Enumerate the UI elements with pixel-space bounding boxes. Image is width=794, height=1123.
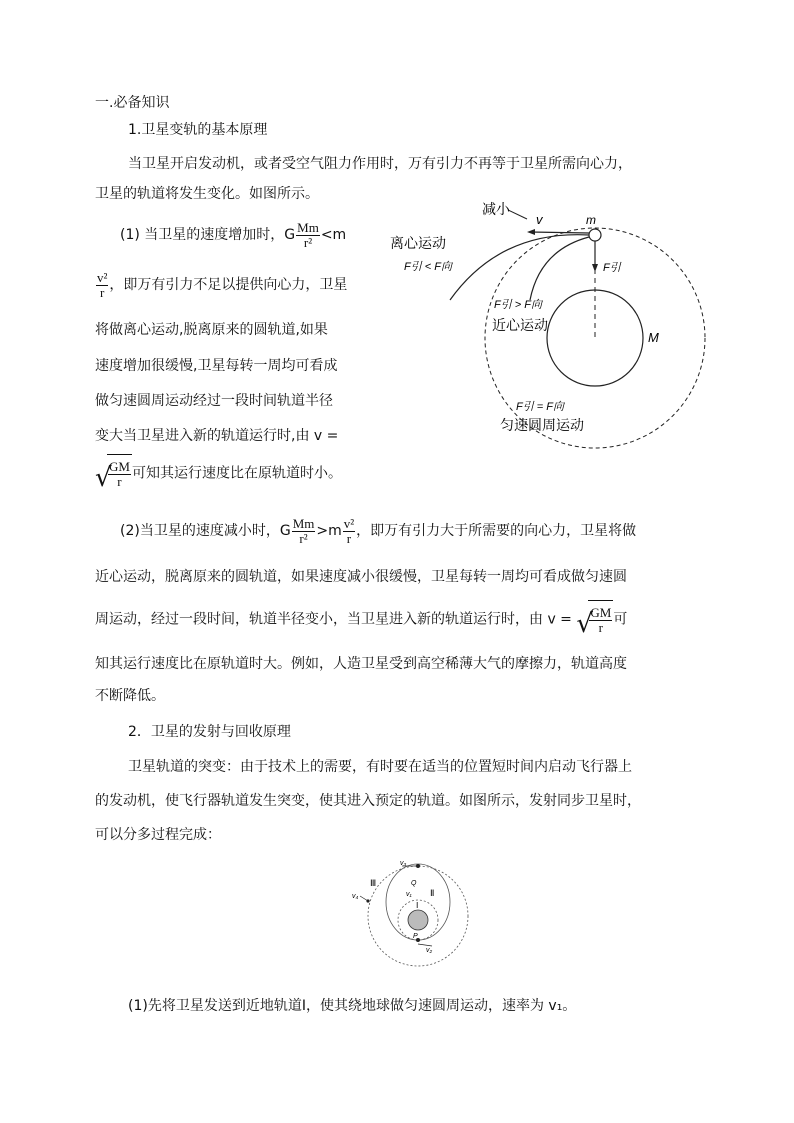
f-gt-label: F引 > F向 [494, 299, 542, 311]
uniform-motion-label: 匀速圆周运动 [500, 417, 584, 433]
v4-label: v₄ [352, 893, 359, 900]
reduce-label: 减小 [482, 201, 510, 217]
p1-line-2 [95, 270, 347, 300]
p2-frac-den: r² [299, 530, 308, 546]
intro-line-2: 卫星的轨道将发生变化。如图所示。 [95, 186, 319, 202]
p1-frac-num: Mm [297, 219, 319, 235]
p1-sqrt-num: GM [109, 458, 130, 474]
p1-sqrt-den: r [117, 473, 122, 489]
velocity-label: v [536, 212, 543, 227]
p1-lt-m: <m [320, 227, 347, 243]
p1-fraction [296, 221, 320, 250]
p2-line3-suffix: 可 [613, 611, 628, 628]
orbit-I-label: Ⅰ [416, 901, 419, 910]
p3-line-3: 可以分多过程完成： [95, 827, 221, 843]
earth-mass-label: M [648, 330, 659, 345]
p2-line3-prefix: 周运动，经过一段时间，轨道半径变小，当卫星进入新的轨道运行时，由 v = [95, 611, 572, 628]
p2-g: G [279, 523, 291, 539]
f-lt-label: F引 < F向 [404, 261, 452, 273]
orbit-change-figure [390, 190, 720, 450]
p1-line-5: 做匀速圆周运动经过一段时间轨道半径 [95, 393, 333, 409]
p2-sqrt [576, 600, 613, 639]
p2-suffix: ，即万有引力大于所需要的向心力，卫星将做 [356, 523, 637, 539]
subheading-2: 2．卫星的发射与回收原理 [128, 724, 291, 740]
orbit-III-label: Ⅲ [370, 878, 377, 888]
p1-prefix: (1) 当卫星的速度增加时， [120, 227, 285, 243]
p2-fraction [292, 517, 316, 546]
satellite-mass-label: m [586, 213, 596, 227]
subheading-1: 1.卫星变轨的基本原理 [128, 122, 268, 138]
p1-line-7 [95, 454, 342, 493]
v1-label: v₁ [406, 891, 412, 898]
earth-icon [408, 910, 428, 930]
satellite-dot [589, 229, 601, 241]
p1-g: G [284, 227, 296, 243]
p2-sqrt-num: GM [590, 604, 612, 620]
Q-label: Q [411, 880, 417, 887]
sqrt-sign-icon: √ [576, 609, 593, 639]
p2-v2-fraction [343, 517, 355, 546]
p2-prefix: (2)当卫星的速度减小时， [120, 523, 280, 539]
p1-v2-num: v² [97, 269, 108, 285]
p1-line-1 [120, 220, 346, 250]
sqrt-sign-icon: √ [95, 463, 112, 493]
v2-arrow [418, 944, 432, 946]
p1-line-3: 将做离心运动,脱离原来的圆轨道,如果 [95, 322, 328, 338]
velocity-arrow [530, 232, 589, 233]
p2-v2-den: r [346, 530, 352, 546]
p1-line2-text: ，即万有引力不足以提供向心力，卫星 [109, 277, 348, 293]
p2-line-1 [120, 515, 636, 547]
p1-line7-text: 可知其运行速度比在原轨道时小。 [131, 465, 342, 482]
intro-line-1: 当卫星开启发动机，或者受空气阻力作用时，万有引力不再等于卫星所需向心力， [128, 156, 632, 172]
p2-gt-m: >m [316, 523, 342, 539]
p2-line-3 [95, 600, 627, 639]
arrowhead-icon [592, 264, 598, 272]
p2-line-4: 知其运行速度比在原轨道时大。例如，人造卫星受到高空稀薄大气的摩擦力，轨道高度 [95, 656, 627, 672]
section-heading: 一.必备知识 [95, 95, 170, 111]
p3-line-2: 的发动机，使飞行器轨道发生突变，使其进入预定的轨道。如图所示，发射同步卫星时， [95, 793, 641, 809]
v2-label: v₂ [426, 947, 433, 954]
p4-line: (1)先将卫星发送到近地轨道Ⅰ，使其绕地球做匀速圆周运动，速率为 v₁。 [128, 998, 577, 1014]
launch-orbit-figure [350, 856, 480, 976]
orbit-II-label: Ⅱ [430, 888, 435, 898]
p2-sqrt-den: r [598, 619, 604, 635]
p2-line-2: 近心运动，脱离原来的圆轨道，如果速度减小很缓慢，卫星每转一周均可看成做匀速圆 [95, 569, 627, 585]
p3-line-1: 卫星轨道的突变：由于技术上的需要，有时要在适当的位置短时间内启动飞行器上 [128, 759, 632, 775]
p1-v2-fraction [96, 271, 108, 300]
p1-v2-den: r [100, 284, 105, 300]
v3-label: v₃ [400, 860, 407, 867]
p1-line-4: 速度增加很缓慢,卫星每转一周均可看成 [95, 358, 338, 374]
P-label: P [413, 933, 418, 940]
f-yin-label: F引 [603, 262, 621, 274]
p1-line-6: 变大当卫星进入新的轨道运行时,由 v = [95, 428, 339, 444]
centripetal-path [530, 237, 589, 300]
arrowhead-icon [527, 229, 535, 235]
centripetal-label: 近心运动 [492, 317, 548, 333]
p2-v2-num: v² [343, 515, 355, 531]
centrifugal-label: 离心运动 [390, 235, 446, 251]
p1-sqrt [95, 454, 132, 493]
p1-frac-den: r² [303, 234, 313, 250]
f-eq-label: F引 = F向 [516, 401, 564, 413]
p2-line-5: 不断降低。 [95, 688, 165, 704]
v4-arrow [360, 896, 368, 901]
reduce-pointer [508, 210, 527, 219]
p2-frac-num: Mm [292, 515, 315, 531]
